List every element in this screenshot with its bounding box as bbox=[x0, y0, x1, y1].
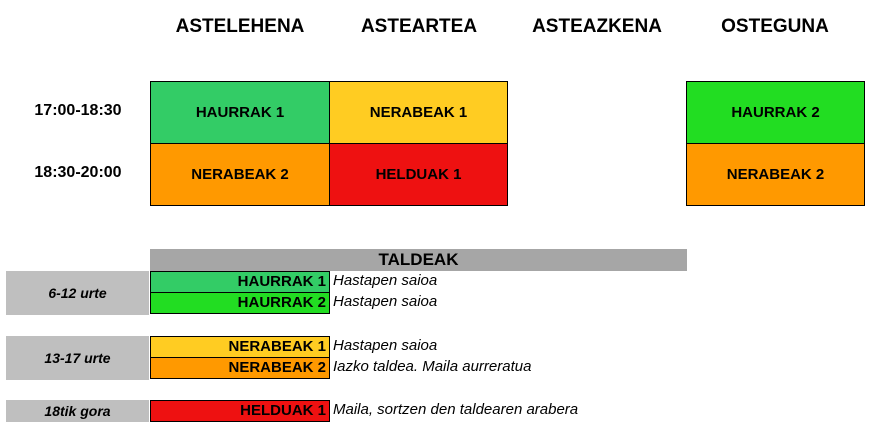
age-group-13-17: 13-17 urte bbox=[6, 336, 149, 380]
group-haurrak-1: HAURRAK 1 bbox=[150, 271, 330, 293]
groups-title-bar: TALDEAK bbox=[150, 249, 687, 271]
day-header-wednesday: ASTEAZKENA bbox=[532, 16, 662, 37]
schedule-mon-slot1: HAURRAK 1 bbox=[150, 81, 330, 144]
schedule-thu-slot1: HAURRAK 2 bbox=[686, 81, 865, 144]
group-desc-haurrak-1: Hastapen saioa bbox=[333, 272, 438, 289]
schedule-tue-slot2: HELDUAK 1 bbox=[329, 143, 508, 206]
schedule-thu-slot2: NERABEAK 2 bbox=[686, 143, 865, 206]
day-header-monday: ASTELEHENA bbox=[175, 16, 305, 37]
group-desc-haurrak-2: Hastapen saioa bbox=[333, 293, 438, 310]
time-slot-1: 17:00-18:30 bbox=[34, 102, 122, 119]
group-desc-helduak-1: Maila, sortzen den taldearen arabera bbox=[333, 401, 579, 418]
day-header-tuesday: ASTEARTEA bbox=[360, 16, 478, 37]
time-slot-2: 18:30-20:00 bbox=[34, 164, 122, 181]
age-group-6-12: 6-12 urte bbox=[6, 271, 149, 315]
group-desc-nerabeak-1: Hastapen saioa bbox=[333, 337, 438, 354]
group-helduak-1: HELDUAK 1 bbox=[150, 400, 330, 422]
group-haurrak-2: HAURRAK 2 bbox=[150, 292, 330, 314]
group-nerabeak-1: NERABEAK 1 bbox=[150, 336, 330, 358]
schedule-tue-slot1: NERABEAK 1 bbox=[329, 81, 508, 144]
day-header-thursday: OSTEGUNA bbox=[721, 16, 829, 37]
age-group-18-plus: 18tik gora bbox=[6, 400, 149, 422]
schedule-mon-slot2: NERABEAK 2 bbox=[150, 143, 330, 206]
group-desc-nerabeak-2: Iazko taldea. Maila aurreratua bbox=[333, 358, 532, 375]
group-nerabeak-2: NERABEAK 2 bbox=[150, 357, 330, 379]
